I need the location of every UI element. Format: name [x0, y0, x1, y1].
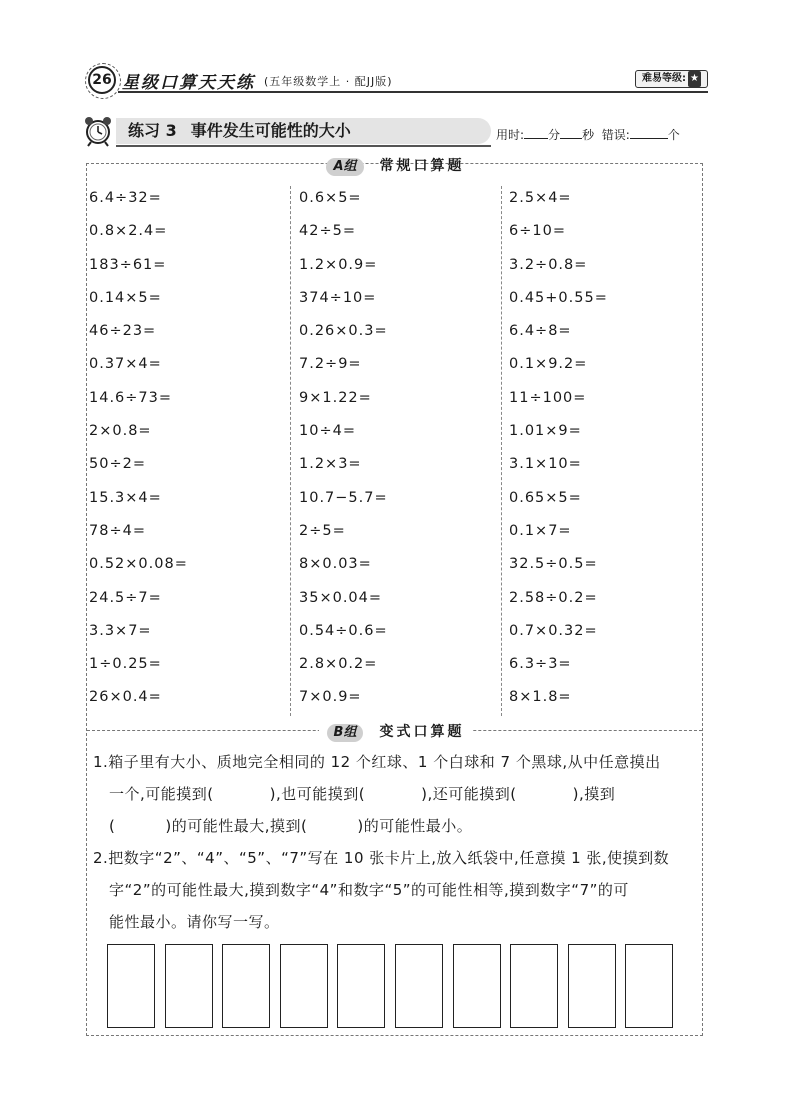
series-subtitle: (五年级数学上 · 配JJ版) [264, 75, 393, 88]
problem: 0.45+0.55= [509, 289, 608, 306]
question-1-line-3 [93, 810, 698, 842]
problem: 0.14×5= [89, 289, 162, 306]
problem: 0.8×2.4= [89, 223, 168, 240]
alarm-clock-icon [80, 112, 116, 148]
problem: 2.8×0.2= [299, 656, 378, 673]
header-rule [118, 91, 708, 93]
minutes-blank[interactable] [524, 127, 548, 139]
text: 一个,可能摸到( [109, 785, 214, 803]
group-a-header [87, 155, 704, 175]
problem: 6.4÷8= [509, 323, 572, 340]
answer-card[interactable] [222, 944, 270, 1028]
problem: 0.7×0.32= [509, 622, 598, 639]
time-record [496, 126, 680, 143]
minute-label: 分 [548, 128, 561, 142]
problem: 24.5÷7= [89, 589, 162, 606]
question-2-line-3: 能性最小。请你写一写。 [109, 913, 280, 931]
page-header [88, 60, 708, 96]
answer-card[interactable] [280, 944, 328, 1028]
problem: 32.5÷0.5= [509, 556, 598, 573]
problem: 6÷10= [509, 223, 566, 240]
time-label: 用时: [496, 128, 525, 142]
problem: 1.2×0.9= [299, 256, 378, 273]
text: ),摸到 [572, 785, 616, 803]
series-title: 星级口算天天练 [122, 73, 255, 93]
problem: 46÷23= [89, 323, 157, 340]
problem: 2×0.8= [89, 423, 152, 440]
problem: 15.3×4= [89, 489, 162, 506]
problem: 35×0.04= [299, 589, 383, 606]
error-label: 错误: [601, 128, 630, 142]
problem: 0.1×7= [509, 522, 572, 539]
lesson-number: 练习 3 [128, 121, 177, 140]
problem: 2.5×4= [509, 190, 572, 206]
second-label: 秒 [582, 128, 595, 142]
problem: 9×1.22= [299, 389, 372, 406]
problem: 6.3÷3= [509, 656, 572, 673]
lesson-underline [116, 145, 491, 147]
question-2-line-2: 字“2”的可能性最大,摸到数字“4”和数字“5”的可能性相等,摸到数字“7”的可 [109, 881, 629, 899]
problem: 3.2÷0.8= [509, 256, 588, 273]
answer-card[interactable] [165, 944, 213, 1028]
problem: 10÷4= [299, 423, 356, 440]
lesson-header [80, 112, 710, 148]
difficulty-badge [635, 70, 708, 88]
problem-column-3 [509, 182, 699, 715]
problem: 26×0.4= [89, 689, 162, 706]
answer-card[interactable] [568, 944, 616, 1028]
problem: 1.01×9= [509, 423, 582, 440]
group-b-badge: B组 [327, 724, 364, 742]
problem: 2.58÷0.2= [509, 589, 598, 606]
answer-card[interactable] [625, 944, 673, 1028]
problem: 0.1×9.2= [509, 356, 588, 373]
answer-card[interactable] [453, 944, 501, 1028]
problem: 42÷5= [299, 223, 356, 240]
problem-column-1 [89, 182, 279, 715]
question-1-line-1: 1.箱子里有大小、质地完全相同的 12 个红球、1 个白球和 7 个黑球,从中任意摸出 [93, 753, 661, 771]
answer-card[interactable] [510, 944, 558, 1028]
errors-blank[interactable] [630, 127, 668, 139]
problem: 183÷61= [89, 256, 167, 273]
group-b-header [87, 721, 704, 741]
problem: 8×0.03= [299, 556, 372, 573]
problem: 3.1×10= [509, 456, 582, 473]
problem: 0.6×5= [299, 190, 362, 206]
lesson-name: 事件发生可能性的大小 [190, 121, 351, 140]
problem: 0.65×5= [509, 489, 582, 506]
text: ),也可能摸到( [269, 785, 366, 803]
star-icon: ★ [688, 71, 701, 87]
problem: 0.54÷0.6= [299, 622, 388, 639]
problem: 6.4÷32= [89, 190, 162, 206]
text: )的可能性最大,摸到( [165, 817, 308, 835]
question-1 [93, 746, 698, 842]
text: ( [109, 817, 116, 835]
seconds-blank[interactable] [560, 127, 582, 139]
group-a-badge: A组 [326, 158, 363, 176]
problem: 1÷0.25= [89, 656, 162, 673]
difficulty-label: 难易等级: [642, 73, 687, 84]
problem: 374÷10= [299, 289, 377, 306]
exercise-frame [86, 158, 703, 1036]
answer-card[interactable] [337, 944, 385, 1028]
problem: 14.6÷73= [89, 389, 173, 406]
group-a-title: 常规口算题 [379, 158, 465, 174]
column-divider [501, 186, 502, 716]
unit-label: 个 [667, 128, 680, 142]
problem: 1.2×3= [299, 456, 362, 473]
problem: 8×1.8= [509, 689, 572, 706]
group-b-title: 变式口算题 [379, 724, 465, 740]
answer-card[interactable] [107, 944, 155, 1028]
problem: 11÷100= [509, 389, 587, 406]
problem: 3.3×7= [89, 622, 152, 639]
problem: 78÷4= [89, 522, 146, 539]
text: ),还可能摸到( [421, 785, 517, 803]
problem: 7×0.9= [299, 689, 362, 706]
answer-card[interactable] [395, 944, 443, 1028]
problem-column-2 [299, 182, 489, 715]
problem: 0.37×4= [89, 356, 162, 373]
text: )的可能性最小。 [357, 817, 473, 835]
problem: 7.2÷9= [299, 356, 362, 373]
answer-cards [107, 944, 667, 1028]
question-1-line-2 [93, 778, 698, 810]
problem: 10.7−5.7= [299, 489, 388, 506]
problem: 0.26×0.3= [299, 323, 388, 340]
lesson-title [116, 118, 491, 144]
problem: 2÷5= [299, 522, 346, 539]
question-2-line-1: 2.把数字“2”、“4”、“5”、“7”写在 10 张卡片上,放入纸袋中,任意摸 1 张,使摸到数 [93, 849, 670, 867]
problem: 0.52×0.08= [89, 556, 188, 573]
problem: 50÷2= [89, 456, 146, 473]
page-number: 26 [88, 66, 116, 94]
column-divider [290, 186, 291, 716]
question-2 [93, 842, 698, 938]
